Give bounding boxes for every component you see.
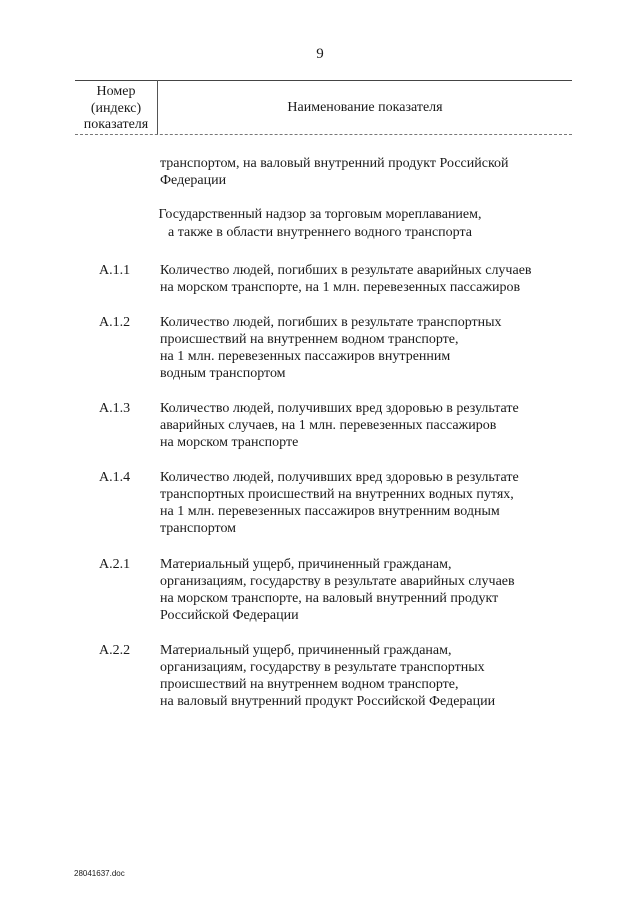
indicator-code: А.2.2 <box>99 643 131 658</box>
indicator-description-line: на морском транспорте, на валовый внутренний продукт <box>160 591 499 606</box>
document-filename: 28041637.doc <box>74 869 125 878</box>
indicator-description-line: аварийных случаев, на 1 млн. перевезенных пассажиров <box>160 418 497 433</box>
indicator-description-line: Материальный ущерб, причиненный гражданам, <box>160 557 452 572</box>
column-header-name: Наименование показателя <box>287 100 443 115</box>
section-title-line: а также в области внутреннего водного транспорта <box>168 225 472 240</box>
column-header-index-line: (индекс) <box>90 100 142 116</box>
indicator-description-line: на 1 млн. перевезенных пассажиров внутренним <box>160 349 451 364</box>
indicator-description <box>160 262 600 296</box>
column-header-index-line: показателя <box>83 117 149 132</box>
indicator-description <box>160 469 600 537</box>
indicator-description <box>160 642 600 710</box>
continuation-text <box>160 155 509 189</box>
indicator-description <box>160 314 600 382</box>
column-header-index-line: Номер <box>96 84 136 99</box>
indicator-description <box>160 400 600 451</box>
indicator-description-line: Материальный ущерб, причиненный гражданам, <box>160 643 452 658</box>
table-header <box>75 80 572 135</box>
indicator-description-line: на 1 млн. перевезенных пассажиров внутренним водным <box>160 504 500 519</box>
indicator-description-line: водным транспортом <box>160 366 286 381</box>
indicator-code: А.1.3 <box>99 401 131 416</box>
table-top-border <box>75 80 572 81</box>
section-title-line: Государственный надзор за торговым мореплаванием, <box>158 207 482 222</box>
indicator-description-line: на морском транспорте, на 1 млн. перевезенных пассажиров <box>160 280 521 295</box>
indicator-description-line: организациям, государству в результате аварийных случаев <box>160 574 515 589</box>
indicator-description-line: на валовый внутренний продукт Российской Федерации <box>160 694 496 709</box>
table-header-bottom-border <box>75 134 572 135</box>
indicator-description-line: транспортом <box>160 521 237 536</box>
indicator-description-line: организациям, государству в результате транспортных <box>160 660 485 675</box>
indicator-code: А.2.1 <box>99 557 131 572</box>
indicator-description-line: Количество людей, погибших в результате транспортных <box>160 315 502 330</box>
page-number: 9 <box>316 46 324 62</box>
indicator-description-line: на морском транспорте <box>160 435 299 450</box>
indicator-description-line: происшествий на внутреннем водном транспорте, <box>160 677 459 692</box>
indicator-description-line: транспортных происшествий на внутренних водных путях, <box>160 487 514 502</box>
indicator-description-line: Количество людей, получивших вред здоровью в результате <box>160 401 519 416</box>
indicator-description-line: происшествий на внутреннем водном транспорте, <box>160 332 459 347</box>
column-header-index <box>75 84 157 134</box>
indicator-description-line: Количество людей, получивших вред здоровью в результате <box>160 470 519 485</box>
continuation-line: транспортом, на валовый внутренний продукт Российской <box>160 156 509 171</box>
indicator-code: А.1.1 <box>99 263 131 278</box>
indicator-description <box>160 556 600 624</box>
indicator-description-line: Количество людей, погибших в результате аварийных случаев <box>160 263 532 278</box>
indicator-code: А.1.2 <box>99 315 131 330</box>
section-title <box>0 206 640 242</box>
indicator-code: А.1.4 <box>99 470 131 485</box>
indicator-description-line: Российской Федерации <box>160 608 299 623</box>
continuation-line: Федерации <box>160 173 227 188</box>
